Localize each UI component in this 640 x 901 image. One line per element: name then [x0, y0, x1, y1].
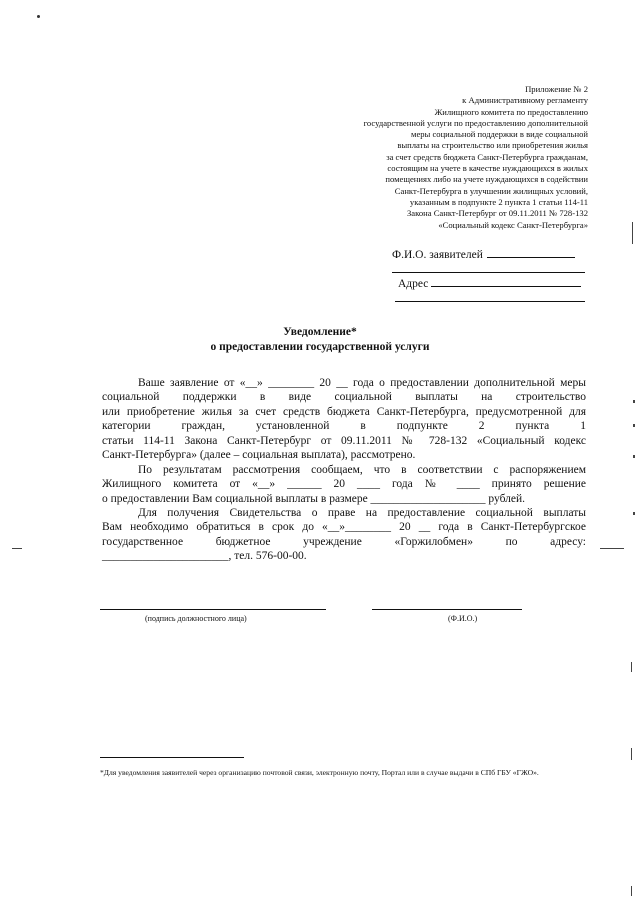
paragraph-line: Для получения Свидетельства о праве на предоставление социальной выплаты: [138, 507, 586, 519]
appendix-line: «Социальный кодекс Санкт-Петербурга»: [438, 219, 588, 230]
scan-edge-mark: [633, 400, 635, 403]
appendix-line: указанным в подпункте 2 пункта 1 статьи 114-11: [409, 196, 588, 207]
paragraph-line: государственное бюджетное учреждение «Горжилобмен» по адресу:: [102, 535, 586, 548]
appendix-line: Закона Санкт-Петербург от 09.11.2011 № 728-132: [406, 208, 588, 219]
appendix-line: Санкт-Петербурга в улучшении жилищных условий,: [394, 185, 588, 196]
body-paragraph-2: [102, 463, 586, 506]
scan-edge-mark: [631, 886, 632, 896]
applicant-address-label: Адрес: [398, 278, 429, 290]
paragraph-line: или приобретение жилья за счет средств бюджета Санкт-Петербурга, предусмотренной для: [102, 405, 586, 418]
official-fio-label: (Ф.И.О.): [448, 614, 478, 623]
applicant-address-field: [398, 275, 581, 290]
body-paragraph-3: [102, 506, 586, 564]
paragraph-line: Ваше заявление от «__» ________ 20 __ года о предоставлении дополнительной меры: [138, 377, 586, 389]
appendix-line: государственной услуги по предоставлению дополнительной: [363, 117, 588, 128]
notice-title: [180, 325, 460, 355]
scan-speck: [37, 15, 40, 18]
official-fio-line: [372, 609, 522, 610]
paragraph-line: Жилищного комитета от «__» ______ 20 ____ года № ____ принято решение: [102, 478, 586, 491]
notice-subtitle: о предоставлении государственной услуги: [210, 341, 430, 353]
footnote-separator: [100, 757, 244, 758]
scan-edge-mark: [600, 548, 624, 549]
appendix-line: меры социальной поддержки в виде социальной: [411, 129, 588, 140]
applicant-fio-label: Ф.И.О. заявителей: [392, 249, 483, 261]
footnote: *Для уведомления заявителей через организацию почтовой связи, электронную почту, Портал или в случае выдачи в СПб ГБУ «ГЖО».: [100, 768, 539, 777]
scan-edge-mark: [631, 748, 632, 760]
appendix-header: [288, 84, 588, 231]
scan-edge-mark: [12, 548, 22, 549]
paragraph-line: Вам необходимо обратиться в срок до «__»________ 20 __ года в Санкт-Петербургское: [102, 521, 586, 534]
scan-edge-mark: [633, 424, 635, 427]
paragraph-line: категории граждан, установленной в подпункте 2 пункта 1: [102, 420, 586, 433]
paragraph-line: социальной поддержки в виде социальной выплаты на строительство: [102, 391, 586, 404]
official-signature-label: (подпись должностного лица): [145, 614, 247, 623]
scan-edge-mark: [632, 222, 633, 244]
notice-title-line: Уведомление*: [283, 326, 357, 338]
paragraph-line: о предоставлении Вам социальной выплаты в размере ____________________ рублей.: [102, 492, 526, 505]
applicant-fio-field: [392, 246, 575, 261]
appendix-line: Жилищного комитета по предоставлению: [434, 106, 588, 117]
appendix-line: помещениях либо на учете нуждающихся в содействии: [385, 174, 588, 185]
address-blank-line: [395, 301, 585, 302]
paragraph-line: ______________________, тел. 576-00-00.: [102, 550, 307, 563]
appendix-line: состоящим на учете в качестве нуждающихся в жилых: [387, 163, 588, 174]
address-blank-line: [431, 275, 581, 287]
official-signature-line: [100, 609, 326, 610]
fio-blank-line: [392, 272, 585, 273]
appendix-line: к Административному регламенту: [462, 95, 588, 106]
paragraph-line: Санкт-Петербурга» (далее – социальная выплата), рассмотрено.: [102, 449, 416, 462]
paragraph-line: статьи 114-11 Закона Санкт-Петербург от 09.11.2011 № 728-132 «Социальный кодекс: [102, 434, 586, 447]
fio-blank-line: [487, 246, 575, 258]
appendix-line: Приложение № 2: [525, 84, 588, 94]
appendix-line: за счет средств бюджета Санкт-Петербурга гражданам,: [386, 151, 588, 162]
paragraph-line: По результатам рассмотрения сообщаем, что в соответствии с распоряжением: [138, 464, 586, 476]
appendix-line: выплаты на строительство или приобретения жилья: [397, 140, 588, 151]
scan-edge-mark: [631, 662, 632, 672]
scan-edge-mark: [633, 455, 635, 458]
scan-edge-mark: [633, 512, 635, 515]
body-paragraph-1: [102, 376, 586, 462]
